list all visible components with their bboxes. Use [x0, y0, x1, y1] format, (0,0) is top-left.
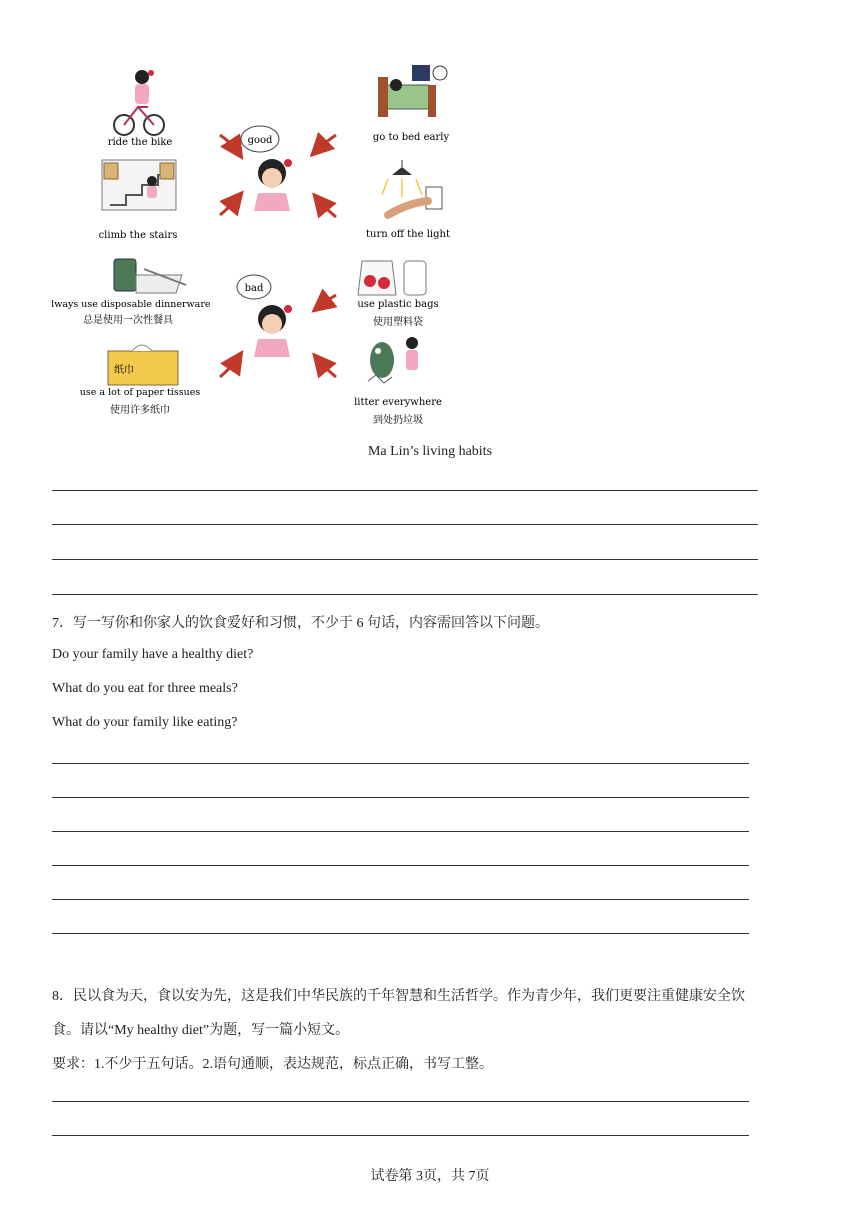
label-plastic-en: use plastic bags [357, 299, 439, 310]
answer-line[interactable] [52, 797, 749, 798]
label-litter-en: litter everywhere [354, 397, 442, 408]
bubble-bad: bad [244, 283, 264, 294]
label-ride-bike: ride the bike [107, 137, 173, 148]
answer-line[interactable] [52, 933, 749, 934]
label-climb-stairs: climb the stairs [98, 230, 178, 241]
answer-line[interactable] [52, 1135, 749, 1136]
label-litter-zh: 到处扔垃圾 [373, 415, 423, 426]
habits-illustration [52, 55, 472, 435]
disposable-dinnerware-icon [114, 259, 186, 293]
q8-requirements: 要求：1.不少于五句话。2.语句通顺，表达规范，标点正确，书写工整。 [52, 1057, 493, 1072]
q7-question-2: What do you eat for three meals? [52, 681, 238, 696]
q7-prompt: 7．写一写你和你家人的饮食爱好和习惯，不少于 6 句话，内容需回答以下问题。 [52, 616, 549, 631]
label-bed-early: go to bed early [372, 132, 450, 143]
answer-line[interactable] [52, 1101, 749, 1102]
answer-line[interactable] [52, 524, 758, 525]
answer-line[interactable] [52, 899, 749, 900]
answer-line[interactable] [52, 559, 758, 560]
living-habits-figure [52, 55, 472, 435]
label-turn-off-light: turn off the light [366, 229, 450, 240]
q7-question-3: What do your family like eating? [52, 715, 238, 730]
girl-bad-icon [237, 275, 292, 357]
girl-good-icon [241, 126, 292, 211]
label-tissues-en: use a lot of paper tissues [79, 387, 201, 398]
litter-icon [368, 337, 418, 383]
page-footer: 试卷第 3页，共 7页 [370, 1169, 490, 1184]
label-plastic-zh: 使用塑料袋 [373, 317, 423, 328]
bubble-good: good [247, 135, 273, 146]
label-tissues-zh: 使用许多纸巾 [110, 405, 170, 416]
bike-icon [114, 70, 164, 135]
answer-line[interactable] [52, 831, 749, 832]
tissue-box-icon [108, 345, 178, 385]
tissue-box-label: 纸巾 [114, 365, 134, 376]
q8-line-1: 8．民以食为天，食以安为先，这是我们中华民族的千年智慧和生活哲学。作为青少年，我们更要注重健康安全饮 [52, 989, 745, 1004]
answer-line[interactable] [52, 490, 758, 491]
stairs-icon [102, 160, 176, 210]
answer-line[interactable] [52, 865, 749, 866]
light-switch-icon [382, 160, 442, 215]
label-disposable-zh: 总是使用一次性餐具 [83, 315, 173, 326]
answer-line[interactable] [52, 763, 749, 764]
answer-line[interactable] [52, 594, 758, 595]
plastic-bags-icon [358, 261, 426, 295]
label-disposable-en: always use disposable dinnerware [52, 299, 211, 310]
bed-icon [378, 65, 447, 117]
q8-line-2: 食。请以“My healthy diet”为题，写一篇小短文。 [52, 1023, 350, 1038]
q7-question-1: Do your family have a healthy diet? [52, 647, 254, 662]
figure-caption: Ma Lin’s living habits [367, 444, 493, 459]
